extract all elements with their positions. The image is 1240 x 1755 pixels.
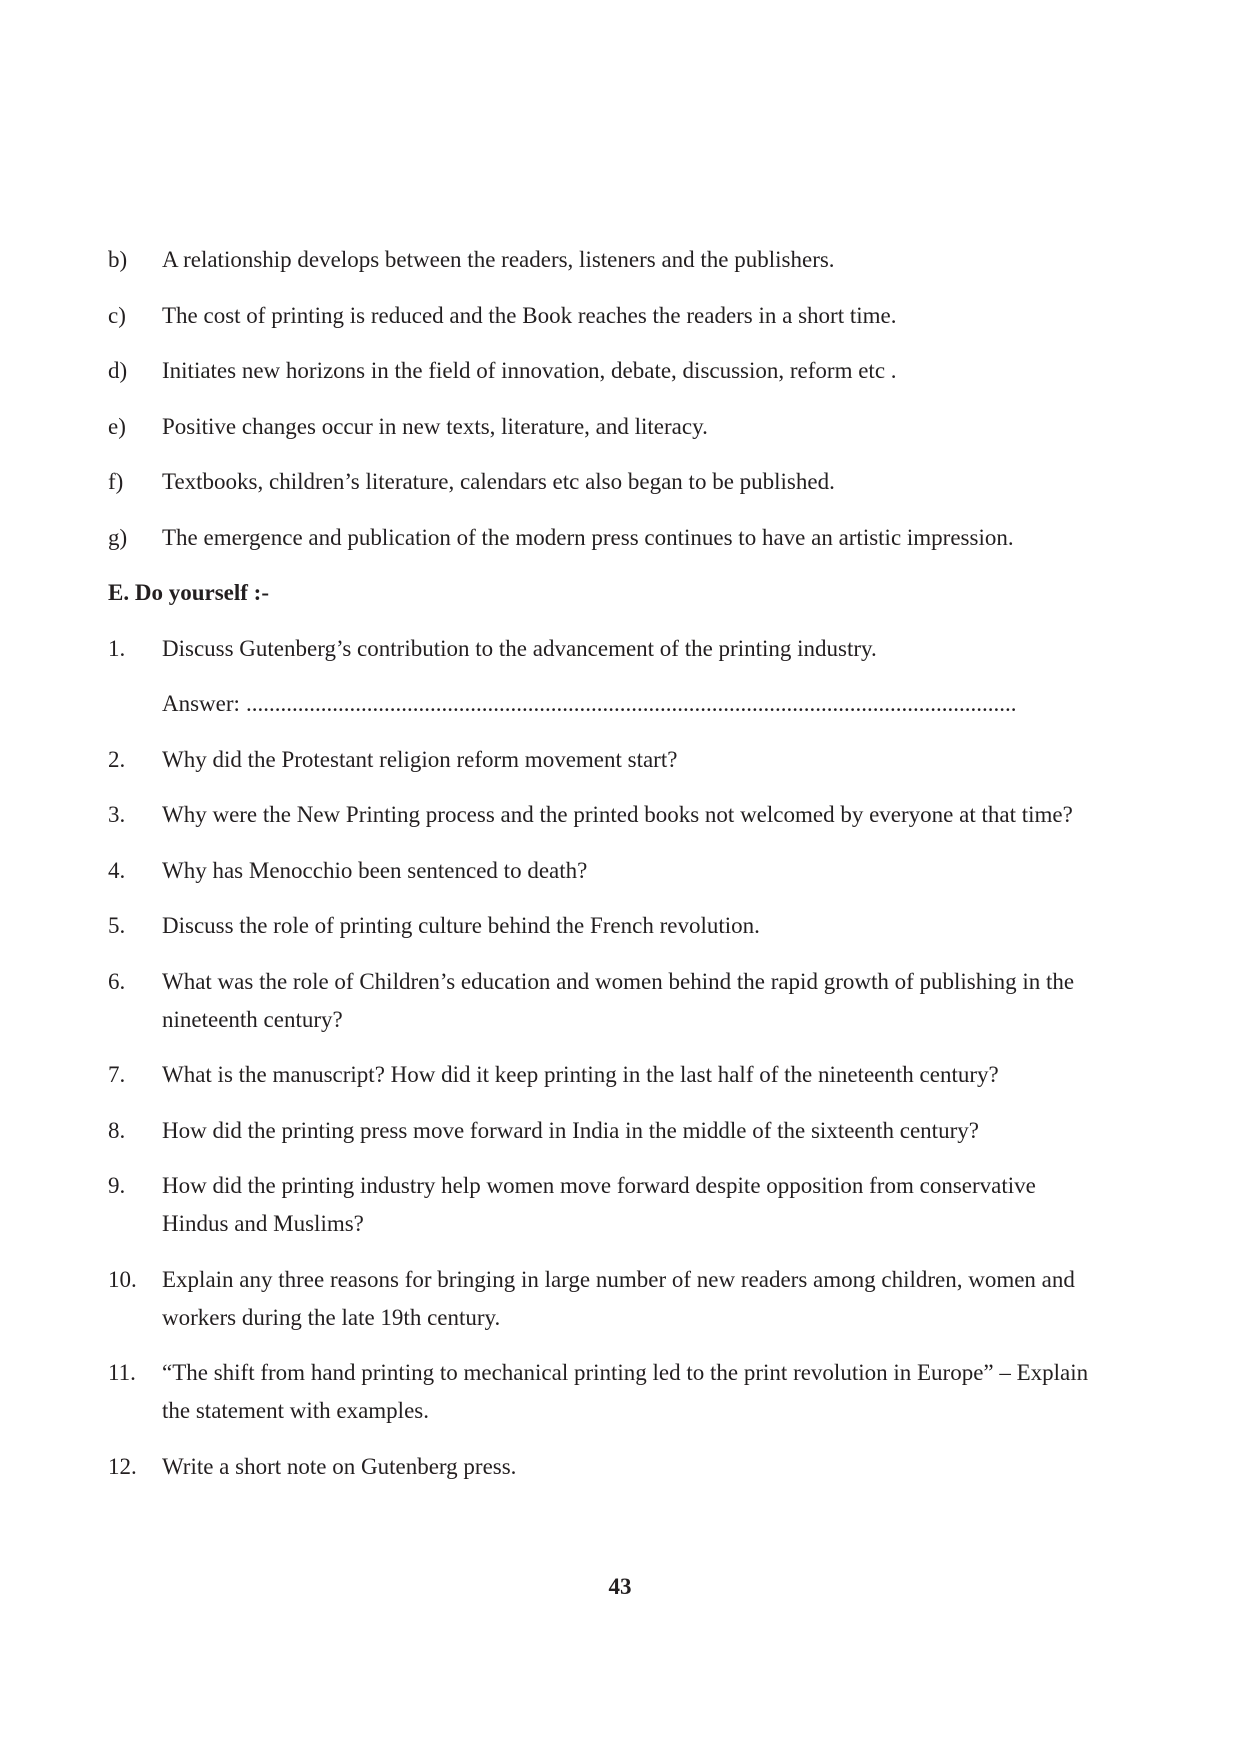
question-item — [108, 1448, 1102, 1486]
list-item — [108, 408, 1102, 446]
question-number: 11. — [108, 1360, 136, 1385]
question-text: What is the manuscript? How did it keep printing in the last half of the nineteenth century? — [162, 1062, 999, 1087]
list-item — [108, 519, 1102, 557]
list-item-text: Positive changes occur in new texts, literature, and literacy. — [162, 413, 708, 439]
list-marker: b) — [108, 247, 128, 272]
list-marker: g) — [108, 524, 128, 550]
question-text: Why did the Protestant religion reform movement start? — [162, 746, 678, 772]
question-item — [108, 1354, 1102, 1430]
question-text: “The shift from hand printing to mechanical printing led to the print revolution in Europe” – Explain the statement with examples. — [162, 1360, 1089, 1423]
question-item — [108, 852, 1102, 890]
list-marker: d) — [108, 358, 128, 383]
question-text: Why were the New Printing process and the printed books not welcomed by everyone at that time? — [162, 802, 1073, 827]
question-item — [108, 630, 1102, 668]
question-item — [108, 1112, 1102, 1150]
list-item-text: The cost of printing is reduced and the Book reaches the readers in a short time. — [162, 302, 897, 328]
list-marker: f) — [108, 469, 124, 494]
question-text: How did the printing press move forward in India in the middle of the sixteenth century? — [162, 1117, 979, 1143]
list-item — [108, 297, 1102, 335]
list-item — [108, 352, 1102, 390]
question-number: 12. — [108, 1453, 137, 1479]
question-item — [108, 963, 1102, 1039]
page-content — [108, 241, 1102, 1503]
answer-dotted-line: ...................................................................................................................................... — [245, 691, 1017, 716]
question-number: 7. — [108, 1062, 126, 1087]
question-text: Write a short note on Gutenberg press. — [162, 1453, 517, 1479]
question-text: Discuss the role of printing culture behind the French revolution. — [162, 913, 760, 938]
question-item — [108, 1167, 1102, 1243]
question-item — [108, 796, 1102, 834]
question-text: Why has Menocchio been sentenced to death? — [162, 857, 588, 883]
answer-label: Answer: — [162, 691, 240, 716]
question-number: 9. — [108, 1173, 126, 1198]
list-item-text: Textbooks, children’s literature, calendars etc also began to be published. — [162, 469, 835, 494]
question-item — [108, 1261, 1102, 1337]
question-item — [108, 1056, 1102, 1094]
question-number: 2. — [108, 746, 126, 772]
page-number: 43 — [608, 1574, 632, 1599]
list-marker: e) — [108, 413, 126, 439]
question-number: 1. — [108, 635, 126, 661]
section-heading: E. Do yourself :- — [108, 580, 269, 605]
question-number: 3. — [108, 802, 126, 827]
question-item — [108, 907, 1102, 945]
list-marker: c) — [108, 302, 126, 328]
answer-line — [108, 685, 1102, 723]
question-number: 8. — [108, 1117, 126, 1143]
question-text: How did the printing industry help women move forward despite opposition from conservative Hindus and Muslims? — [162, 1173, 1036, 1236]
question-number: 6. — [108, 968, 126, 994]
question-number: 4. — [108, 857, 126, 883]
list-item-text: A relationship develops between the readers, listeners and the publishers. — [162, 247, 835, 272]
list-item-text: Initiates new horizons in the field of innovation, debate, discussion, reform etc . — [162, 358, 897, 383]
question-text: Discuss Gutenberg’s contribution to the advancement of the printing industry. — [162, 635, 877, 661]
list-item — [108, 463, 1102, 501]
list-item — [108, 241, 1102, 279]
question-item — [108, 741, 1102, 779]
question-number: 10. — [108, 1266, 137, 1292]
question-text: What was the role of Children’s education and women behind the rapid growth of publishing in the nineteenth century? — [162, 968, 1075, 1032]
question-number: 5. — [108, 913, 126, 938]
list-item-text: The emergence and publication of the modern press continues to have an artistic impression. — [162, 524, 1014, 550]
question-text: Explain any three reasons for bringing in large number of new readers among children, women and workers during the late 19th century. — [162, 1266, 1075, 1330]
